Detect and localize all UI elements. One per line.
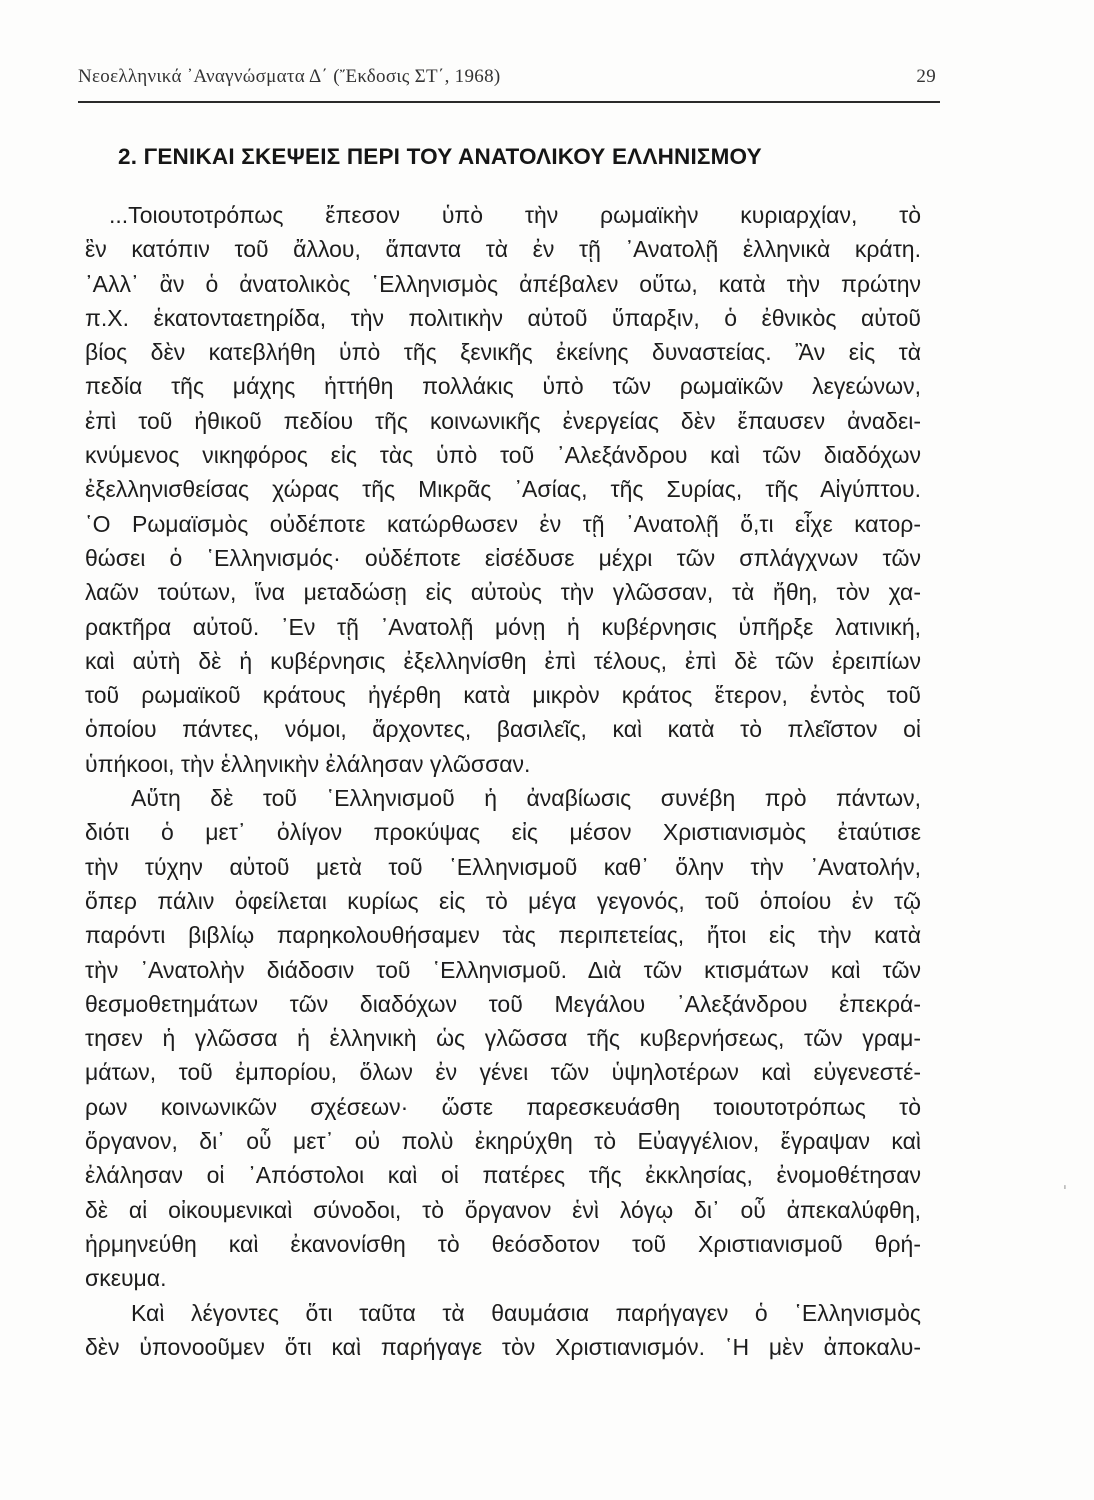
text-line: κνύμενος νικηφόρος εἰς τὰς ὑπὸ τοῦ ᾿Αλεξάνδρου καὶ τῶν διαδόχων xyxy=(85,442,921,469)
text-line: ἐξελληνισθείσας χώρας τῆς Μικρᾶς ᾿Ασίας, τῆς Συρίας, τῆς Αἰγύπτου. xyxy=(85,476,921,503)
text-line: ᾿Αλλ᾿ ἂν ὁ ἀνατολικὸς ῾Ελληνισμὸς ἀπέβαλεν οὕτω, κατὰ τὴν πρώτην xyxy=(85,270,921,297)
body-text xyxy=(85,198,921,1364)
text-line: θεσμοθετημάτων τῶν διαδόχων τοῦ Μεγάλου ᾿Αλεξάνδρου ἐπεκρά- xyxy=(85,990,921,1017)
text-line: ὅπερ πάλιν ὀφείλεται κυρίως εἰς τὸ μέγα γεγονός, τοῦ ὁποίου ἐν τῷ xyxy=(85,887,921,914)
text-line: ρακτῆρα αὐτοῦ. ᾿Εν τῇ ᾿Ανατολῇ μόνῃ ἡ κυβέρνησις ὑπῆρξε λατινική, xyxy=(85,613,921,640)
text-line: δὲ αἱ οἰκουμενικαὶ σύνοδοι, τὸ ὄργανον ἑνὶ λόγῳ δι᾿ οὗ ἀπεκαλύφθη, xyxy=(85,1196,921,1223)
text-line: διότι ὁ μετ᾿ ὀλίγον προκύψας εἰς μέσον Χριστιανισμὸς ἐταύτισε xyxy=(85,819,921,846)
text-line: σκευμα. xyxy=(85,1265,167,1292)
text-line: π.Χ. ἑκατονταετηρίδα, τὴν πολιτικὴν αὐτοῦ ὕπαρξιν, ὁ ἐθνικὸς αὐτοῦ xyxy=(85,304,921,331)
text-line: τὴν τύχην αὐτοῦ μετὰ τοῦ ῾Ελληνισμοῦ καθ᾿ ὅλην τὴν ᾿Ανατολήν, xyxy=(85,853,921,880)
text-line: ρων κοινωνικῶν σχέσεων· ὥστε παρεσκευάσθη τοιουτοτρόπως τὸ xyxy=(85,1093,921,1120)
running-header-title: Νεοελληνικά ᾿Αναγνώσματα Δ΄ (Ἔκδοσις ΣΤ΄, 1968) xyxy=(78,66,501,87)
text-line: δὲν ὑπονοοῦμεν ὅτι καὶ παρήγαγε τὸν Χριστιανισμόν. ῾Η μὲν ἀποκαλυ- xyxy=(85,1333,921,1360)
text-line: καὶ αὐτὴ δὲ ἡ κυβέρνησις ἐξελληνίσθη ἐπὶ τέλους, ἐπὶ δὲ τῶν ἐρειπίων xyxy=(85,647,921,674)
text-line: ...Τοιουτοτρόπως ἔπεσον ὑπὸ τὴν ρωμαϊκὴν κυριαρχίαν, τὸ xyxy=(109,202,921,228)
text-line: λαῶν τούτων, ἵνα μεταδώσῃ εἰς αὐτοὺς τὴν γλῶσσαν, τὰ ἤθη, τὸν χα- xyxy=(85,579,921,606)
text-line: τὴν ᾿Ανατολὴν διάδοσιν τοῦ ῾Ελληνισμοῦ. Διὰ τῶν κτισμάτων καὶ τῶν xyxy=(85,956,921,983)
text-line: βίος δὲν κατεβλήθη ὑπὸ τῆς ξενικῆς ἐκείνης δυναστείας. Ἂν εἰς τὰ xyxy=(85,339,921,366)
text-line: τησεν ἡ γλῶσσα ἡ ἑλληνικὴ ὡς γλῶσσα τῆς κυβερνήσεως, τῶν γραμ- xyxy=(85,1025,921,1052)
text-line: ἡρμηνεύθη καὶ ἐκανονίσθη τὸ θεόσδοτον τοῦ Χριστιανισμοῦ θρή- xyxy=(85,1230,921,1257)
text-line: ὁποίου πάντες, νόμοι, ἄρχοντες, βασιλεῖς, καὶ κατὰ τὸ πλεῖστον οἱ xyxy=(85,716,921,743)
text-line: Αὕτη δὲ τοῦ ῾Ελληνισμοῦ ἡ ἀναβίωσις συνέβη πρὸ πάντων, xyxy=(131,785,921,812)
text-line: ῾Ο Ρωμαϊσμὸς οὐδέποτε κατώρθωσεν ἐν τῇ ᾿Ανατολῇ ὅ,τι εἶχε κατορ- xyxy=(85,510,921,537)
text-line: μάτων, τοῦ ἐμπορίου, ὅλων ἐν γένει τῶν ὑψηλοτέρων καὶ εὐγενεστέ- xyxy=(85,1059,921,1086)
text-line: ὑπήκοοι, τὴν ἑλληνικὴν ἐλάλησαν γλῶσσαν. xyxy=(85,750,531,777)
text-line: παρόντι βιβλίῳ παρηκολουθήσαμεν τὰς περιπετείας, ἤτοι εἰς τὴν κατὰ xyxy=(85,922,921,949)
text-line: πεδία τῆς μάχης ἡττήθη πολλάκις ὑπὸ τῶν ρωμαϊκῶν λεγεώνων, xyxy=(85,373,921,400)
text-line: τοῦ ρωμαϊκοῦ κράτους ἠγέρθη κατὰ μικρὸν κράτος ἕτερον, ἐντὸς τοῦ xyxy=(85,682,921,709)
text-line: Καὶ λέγοντες ὅτι ταῦτα τὰ θαυμάσια παρήγαγεν ὁ ῾Ελληνισμὸς xyxy=(131,1299,921,1326)
header-rule xyxy=(78,101,940,103)
text-line: ἐπὶ τοῦ ἠθικοῦ πεδίου τῆς κοινωνικῆς ἐνεργείας δὲν ἔπαυσεν ἀναδει- xyxy=(85,407,921,434)
text-line: ὄργανον, δι᾿ οὗ μετ᾿ οὐ πολὺ ἐκηρύχθη τὸ Εὐαγγέλιον, ἔγραψαν καὶ xyxy=(85,1128,921,1155)
margin-mark: ˈ xyxy=(1063,1184,1067,1200)
text-line: θώσει ὁ ῾Ελληνισμός· οὐδέποτε εἰσέδυσε μέχρι τῶν σπλάγχνων τῶν xyxy=(85,544,921,571)
page-number: 29 xyxy=(916,66,936,87)
running-header xyxy=(78,66,936,96)
section-heading: 2. ΓΕΝΙΚΑΙ ΣΚΕΨΕΙΣ ΠΕΡΙ ΤΟΥ ΑΝΑΤΟΛΙΚΟΥ ΕΛΛΗΝΙΣΜΟΥ xyxy=(118,144,762,169)
text-line: ἓν κατόπιν τοῦ ἄλλου, ἅπαντα τὰ ἐν τῇ ᾿Ανατολῇ ἑλληνικὰ κράτη. xyxy=(85,236,921,263)
text-line: ἐλάλησαν οἱ ᾿Απόστολοι καὶ οἱ πατέρες τῆς ἐκκλησίας, ἐνομοθέτησαν xyxy=(85,1162,921,1189)
